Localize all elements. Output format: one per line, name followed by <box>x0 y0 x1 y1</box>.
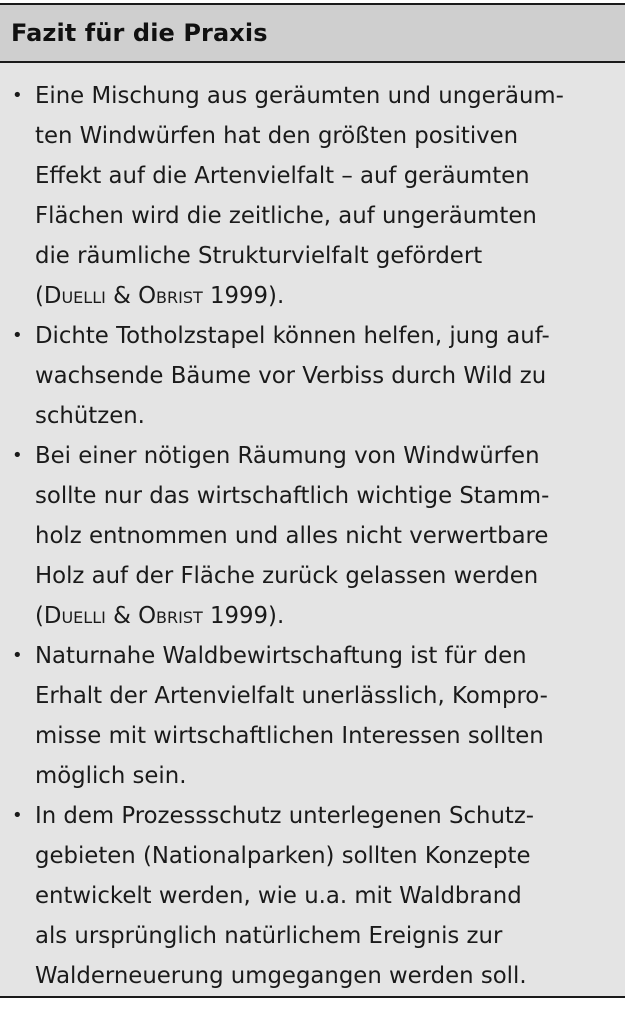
text-line: ten Windwürfen hat den größten positiven <box>35 123 519 149</box>
text-line: gebieten (Nationalparken) sollten Konzepte <box>35 843 531 869</box>
text-line: Eine Mischung aus geräumten und ungeräum- <box>35 83 564 109</box>
list-item <box>0 796 625 996</box>
text-line: Erhalt der Artenvielfalt unerlässlich, Kompro- <box>35 683 548 709</box>
text-line: holz entnommen und alles nicht verwertbare <box>35 523 549 549</box>
text-line: Walderneuerung umgegangen werden soll. <box>35 963 527 989</box>
citation <box>35 276 617 316</box>
bullet-icon: • <box>12 805 23 826</box>
text-line: sollte nur das wirtschaftlich wichtige Stamm- <box>35 483 550 509</box>
text-line: In dem Prozessschutz unterlegenen Schutz- <box>35 803 535 829</box>
list-item <box>0 636 625 796</box>
box-title: Fazit für die Praxis <box>11 19 268 47</box>
citation-authors: Duelli & Obrist <box>43 603 203 629</box>
bullet-icon: • <box>12 85 23 106</box>
text-line: die räumliche Strukturvielfalt gefördert <box>35 243 483 269</box>
text-line: Bei einer nötigen Räumung von Windwürfen <box>35 443 540 469</box>
bullet-list <box>0 63 625 996</box>
citation-open: ( <box>35 283 44 309</box>
bullet-icon: • <box>12 445 23 466</box>
box-header <box>0 5 625 63</box>
citation-open: ( <box>35 603 44 629</box>
bullet-icon: • <box>12 325 23 346</box>
text-line: Holz auf der Fläche zurück gelassen werden <box>35 563 539 589</box>
list-item <box>0 436 625 636</box>
bullet-icon: • <box>12 645 23 666</box>
text-line: möglich sein. <box>35 763 187 789</box>
citation-year: 1999). <box>202 603 285 629</box>
list-item <box>0 76 625 316</box>
citation <box>35 596 617 636</box>
citation-authors: Duelli & Obrist <box>43 283 203 309</box>
text-line: schützen. <box>35 403 145 429</box>
list-item <box>0 316 625 436</box>
text-line: misse mit wirtschaftlichen Interessen sollten <box>35 723 544 749</box>
citation-year: 1999). <box>202 283 285 309</box>
text-line: entwickelt werden, wie u.a. mit Waldbrand <box>35 883 522 909</box>
text-line: Dichte Totholzstapel können helfen, jung auf- <box>35 323 550 349</box>
text-line: Naturnahe Waldbewirtschaftung ist für den <box>35 643 527 669</box>
text-line: wachsende Bäume vor Verbiss durch Wild zu <box>35 363 547 389</box>
text-line: Effekt auf die Artenvielfalt – auf geräumten <box>35 163 530 189</box>
info-box <box>0 3 625 998</box>
text-line: als ursprünglich natürlichem Ereignis zur <box>35 923 503 949</box>
text-line: Flächen wird die zeitliche, auf ungeräumten <box>35 203 537 229</box>
